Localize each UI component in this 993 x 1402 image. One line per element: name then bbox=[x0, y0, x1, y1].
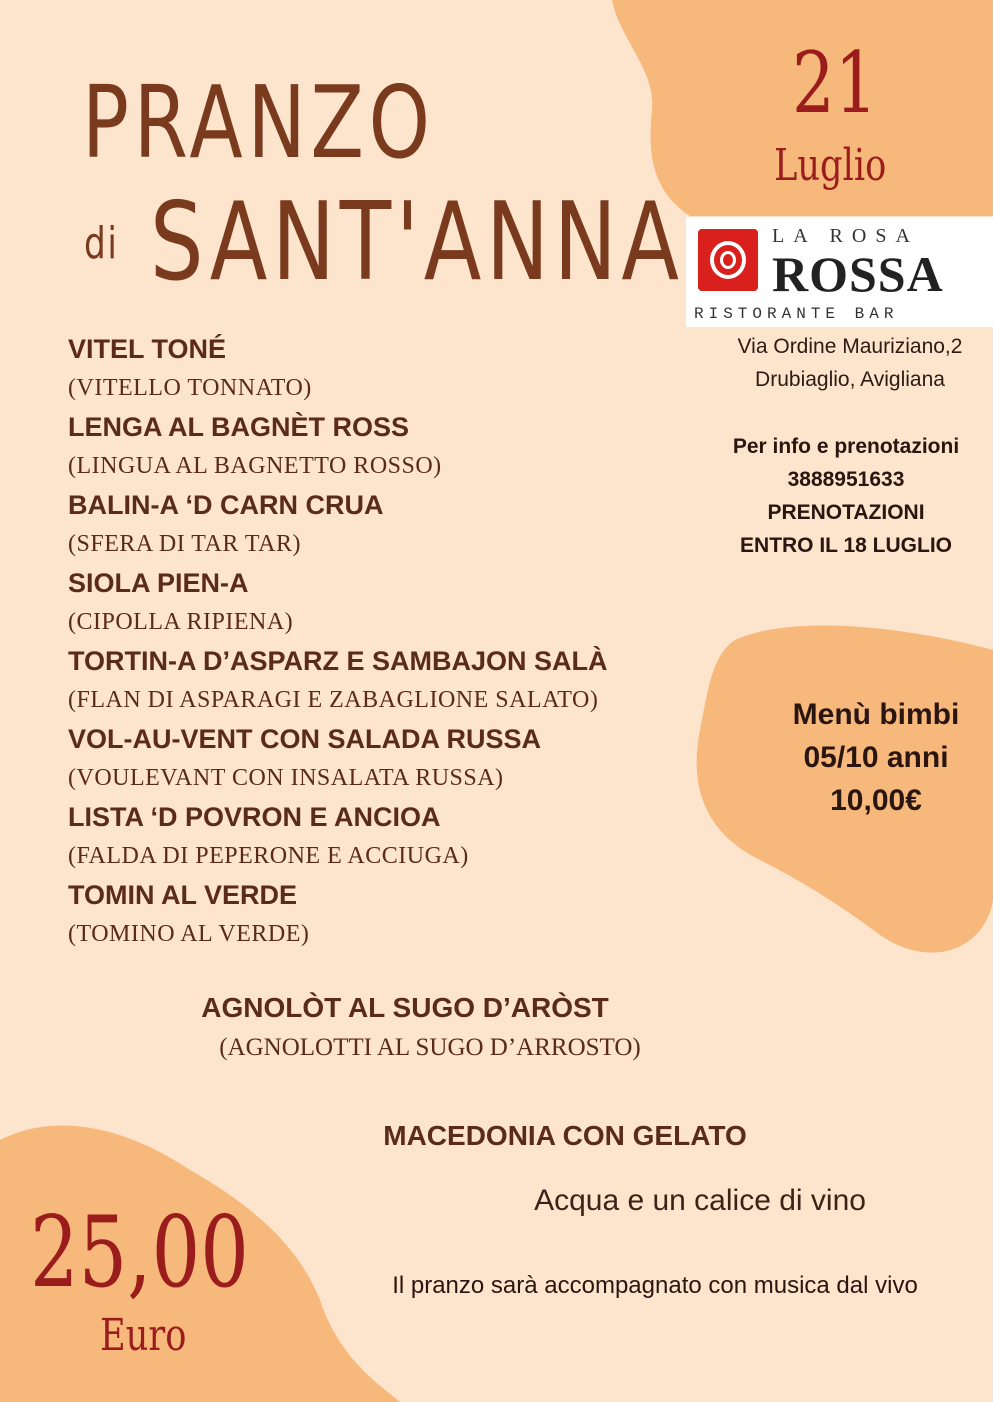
booking-label: Per info e prenotazioni bbox=[732, 435, 960, 458]
menu-item bbox=[68, 330, 608, 408]
title-di: di bbox=[84, 218, 119, 269]
booking-deadline-label: PRENOTAZIONI bbox=[767, 501, 925, 524]
menu-item bbox=[68, 876, 608, 954]
kids-menu bbox=[766, 693, 986, 822]
menu-item bbox=[68, 564, 608, 642]
kids-menu-title: Menù bimbi bbox=[792, 698, 960, 731]
menu-dish: TOMIN AL VERDE bbox=[68, 880, 298, 910]
menu-dish: BALIN-A ‘D CARN CRUA bbox=[68, 490, 384, 520]
menu-desc: (LINGUA AL BAGNETTO ROSSO) bbox=[68, 453, 442, 479]
live-music-note: Il pranzo sarà accompagnato con musica dal vivo bbox=[392, 1272, 918, 1299]
menu-desc: (FALDA DI PEPERONE E ACCIUGA) bbox=[68, 843, 469, 869]
menu-item bbox=[68, 486, 608, 564]
restaurant-logo bbox=[686, 217, 993, 327]
menu-item bbox=[68, 642, 608, 720]
menu-desc: (VOULEVANT CON INSALATA RUSSA) bbox=[68, 765, 504, 791]
menu-desc: (VITELLO TONNATO) bbox=[68, 375, 312, 401]
address-line-2: Drubiaglio, Avigliana bbox=[755, 368, 945, 391]
menu-desc: (FLAN DI ASPARAGI E ZABAGLIONE SALATO) bbox=[68, 687, 599, 713]
first-course-dish: AGNOLÒT AL SUGO D’ARÒST bbox=[201, 992, 609, 1023]
booking-deadline: ENTRO IL 18 LUGLIO bbox=[740, 534, 952, 557]
booking-phone: 3888951633 bbox=[787, 468, 905, 491]
booking-info bbox=[696, 430, 993, 562]
menu-dish: VOL-AU-VENT CON SALADA RUSSA bbox=[68, 724, 542, 754]
menu-desc: (TOMINO AL VERDE) bbox=[68, 921, 310, 947]
menu-desc: (CIPOLLA RIPIENA) bbox=[68, 609, 294, 635]
date-day: 21 bbox=[792, 34, 878, 132]
price-amount: 25,00 bbox=[30, 1196, 249, 1310]
title-pranzo: PRANZO bbox=[82, 64, 435, 181]
address-line-1: Via Ordine Mauriziano,2 bbox=[737, 335, 963, 358]
menu-dish: VITEL TONÉ bbox=[68, 334, 227, 364]
menu-dish: SIOLA PIEN-A bbox=[68, 568, 249, 598]
kids-menu-age: 05/10 anni bbox=[803, 741, 949, 774]
kids-menu-price: 10,00€ bbox=[830, 784, 922, 817]
title-santanna: SANT'ANNA bbox=[150, 180, 684, 305]
logo-bottom-text: RISTORANTE BAR bbox=[694, 305, 899, 323]
first-course-desc: (AGNOLOTTI AL SUGO D’ARROSTO) bbox=[219, 1034, 641, 1061]
rose-icon bbox=[698, 229, 758, 291]
dessert: MACEDONIA CON GELATO bbox=[383, 1120, 747, 1151]
menu-item bbox=[68, 720, 608, 798]
logo-name: ROSSA bbox=[772, 246, 944, 302]
drinks: Acqua e un calice di vino bbox=[534, 1184, 866, 1217]
date-month: Luglio bbox=[774, 140, 887, 191]
menu-item bbox=[68, 798, 608, 876]
menu-desc: (SFERA DI TAR TAR) bbox=[68, 531, 301, 557]
menu-list bbox=[68, 330, 608, 954]
menu-dish: LISTA ‘D POVRON E ANCIOA bbox=[68, 802, 441, 832]
menu-dish: TORTIN-A D’ASPARZ E SAMBAJON SALÀ bbox=[68, 646, 608, 676]
price-currency: Euro bbox=[100, 1310, 187, 1361]
logo-top-text: LA ROSA bbox=[772, 225, 919, 247]
menu-dish: LENGA AL BAGNÈT ROSS bbox=[68, 412, 410, 442]
menu-item bbox=[68, 408, 608, 486]
